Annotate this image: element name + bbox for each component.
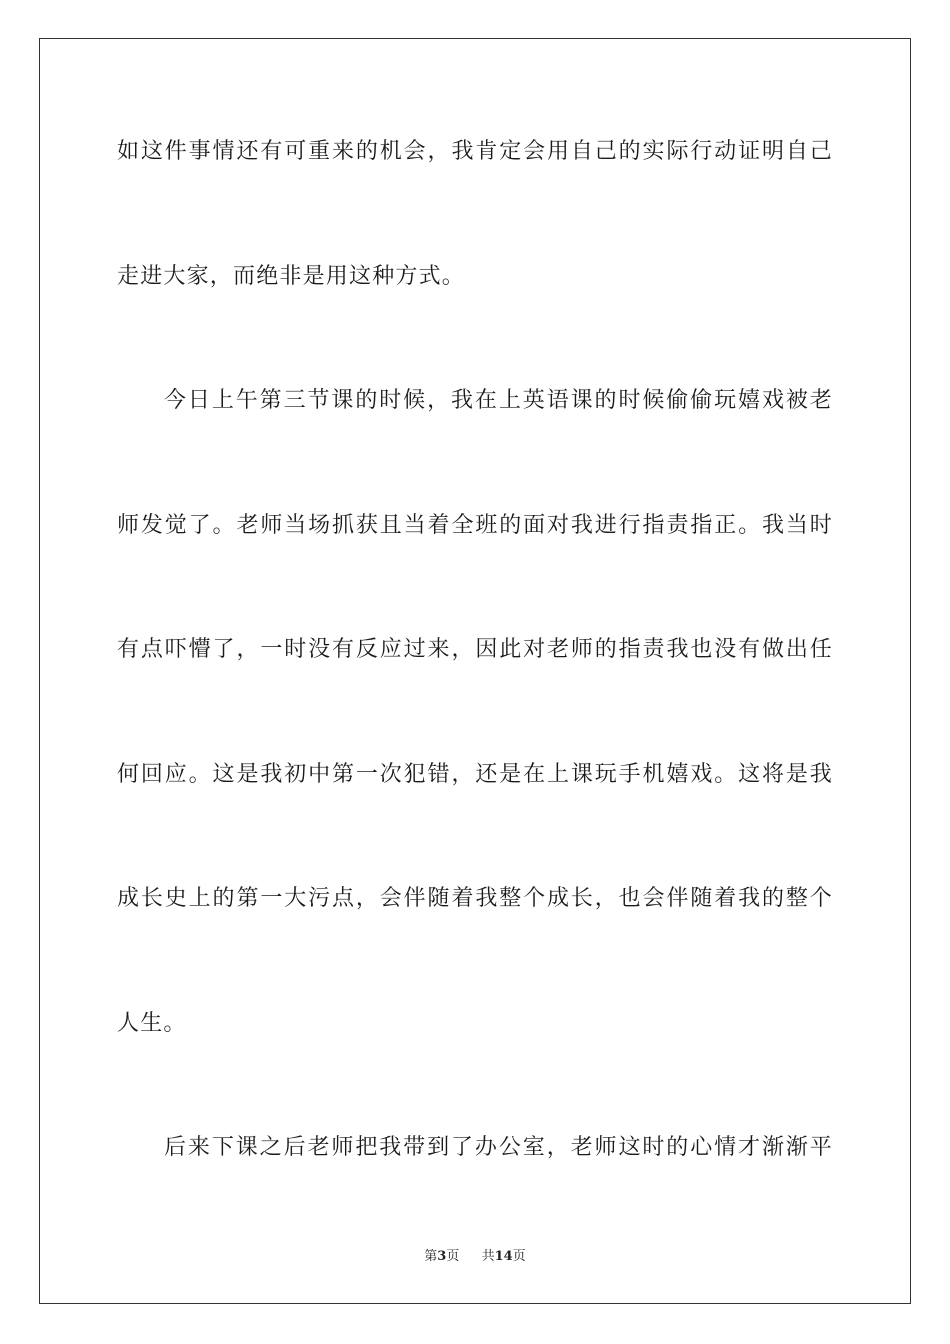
page-indicator: [424, 1248, 459, 1266]
page-footer: [0, 1248, 950, 1266]
body-text-line: 人生。: [117, 1011, 187, 1036]
body-text-line: 有点吓懵了，一时没有反应过来，因此对老师的指责我也没有做出任: [117, 637, 833, 662]
total-pages-indicator: [482, 1248, 526, 1266]
page-suffix: 页: [446, 1249, 460, 1264]
page-border: [39, 38, 911, 1304]
total-suffix: 页: [512, 1249, 526, 1264]
total-prefix: 共: [481, 1249, 495, 1264]
body-text-line: 何回应。这是我初中第一次犯错，还是在上课玩手机嬉戏。这将是我: [117, 762, 833, 787]
paragraph-start-line: 后来下课之后老师把我带到了办公室，老师这时的心情才渐渐平: [164, 1135, 833, 1160]
total-pages-number: 14: [494, 1249, 513, 1264]
body-text-line: 成长史上的第一大污点，会伴随着我整个成长，也会伴随着我的整个: [117, 886, 833, 911]
page-prefix: 第: [424, 1249, 438, 1264]
body-text-line: 走进大家，而绝非是用这种方式。: [117, 264, 466, 289]
body-text-line: 师发觉了。老师当场抓获且当着全班的面对我进行指责指正。我当时: [117, 513, 833, 538]
body-text-line: 如这件事情还有可重来的机会，我肯定会用自己的实际行动证明自己: [117, 139, 833, 164]
current-page-number: 3: [437, 1249, 447, 1264]
paragraph-start-line: 今日上午第三节课的时候，我在上英语课的时候偷偷玩嬉戏被老: [164, 388, 833, 413]
